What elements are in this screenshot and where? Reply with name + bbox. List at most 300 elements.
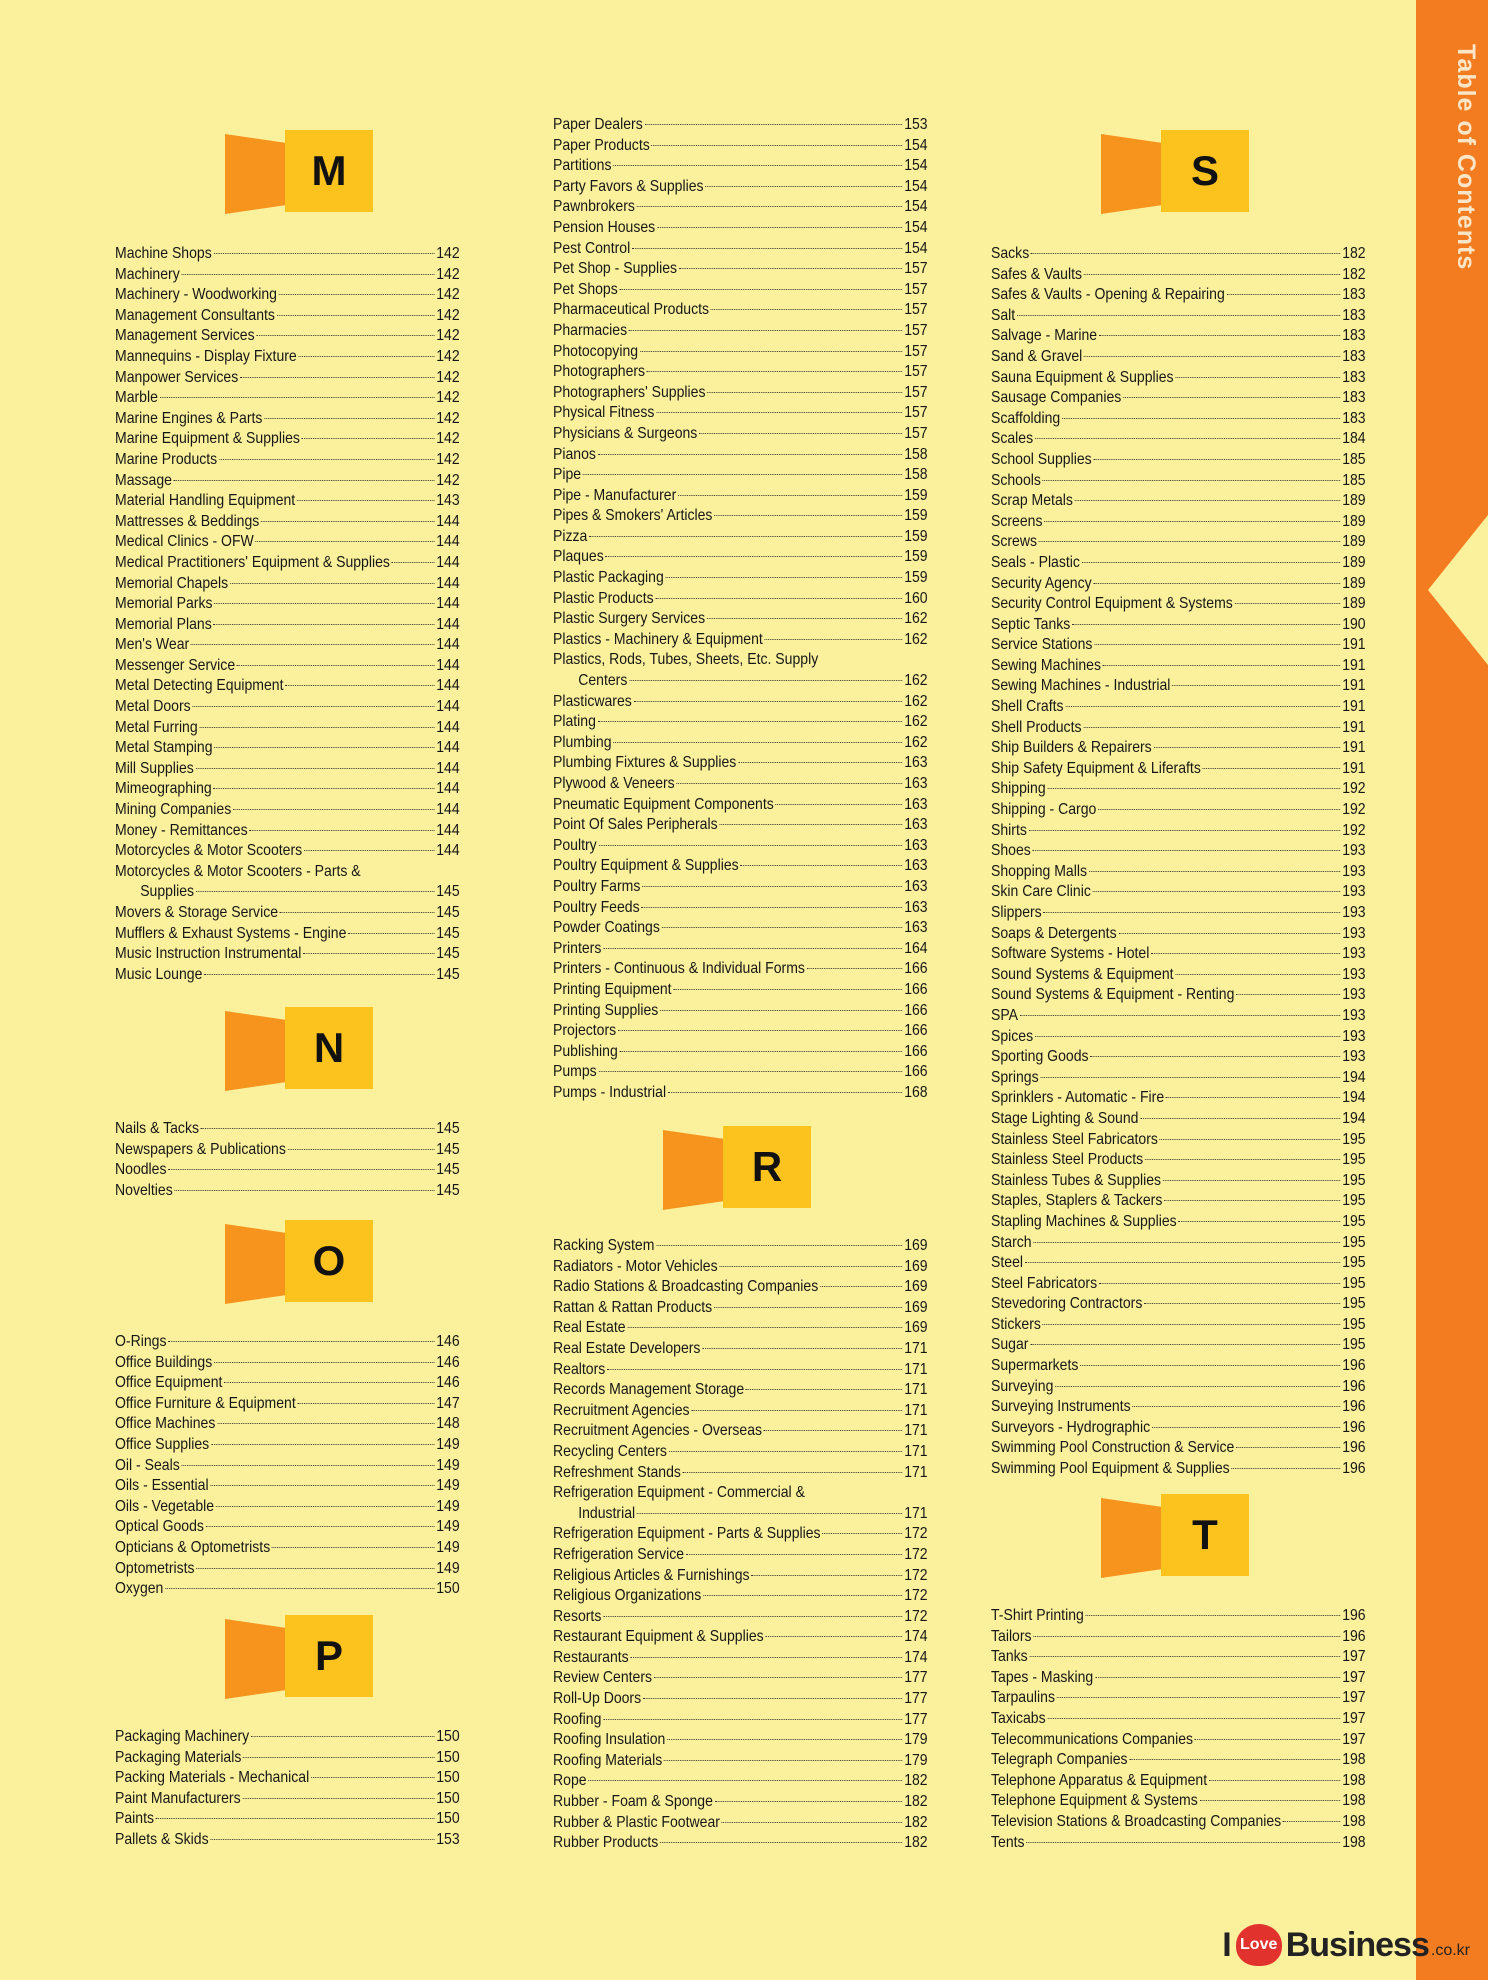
entry-name: Sound Systems & Equipment - Renting [991,986,1235,1004]
index-entry [991,1833,1366,1854]
index-entry [553,136,928,157]
index-entry [553,1689,928,1710]
dot-leader [1083,727,1340,728]
entry-page: 194 [1342,1089,1366,1107]
entry-name: Movers & Storage Service [115,904,279,921]
dot-leader [629,330,902,331]
dot-leader [603,1719,902,1720]
dot-leader [598,1071,902,1072]
entry-name: Medical Clinics - OFW [115,533,254,551]
dot-leader [298,1403,435,1404]
index-entry [991,1459,1366,1480]
entry-page: 197 [1342,1668,1366,1686]
entry-name: Salt [991,306,1016,324]
dot-leader [751,1575,902,1576]
entry-name: Oxygen [115,1580,164,1598]
index-entry [553,1566,928,1587]
entry-name: Refrigeration Service [553,1545,685,1563]
entry-page: 157 [904,363,928,381]
entry-page: 183 [1342,409,1366,427]
entry-name: Pipes & Smokers' Articles [553,507,713,525]
index-entry [991,450,1366,471]
dot-leader [691,1410,902,1411]
entry-name: Pawnbrokers [553,198,635,216]
dot-leader [765,639,903,640]
dot-leader [174,480,435,481]
index-entry [115,1353,460,1374]
index-entry [991,1438,1366,1459]
dot-leader [214,253,435,254]
entry-page: 193 [1342,1027,1366,1045]
dot-leader [640,351,903,352]
index-entry [991,924,1366,945]
entry-name: Sauna Equipment & Supplies [991,368,1174,386]
entry-name: Security Agency [991,574,1092,592]
dot-leader [637,206,903,207]
entry-name: Messenger Service [115,656,236,674]
dot-leader [1203,768,1341,769]
entry-name: Marine Engines & Parts [115,409,263,427]
index-entry [115,1559,460,1580]
entry-page: 144 [436,718,460,736]
entry-page: 163 [904,836,928,854]
entry-name: Stage Lighting & Sound [991,1109,1139,1127]
index-entry [553,403,928,424]
dot-leader [705,186,902,187]
entry-page: 157 [904,280,928,298]
index-entry [553,1545,928,1566]
entry-page: 193 [1342,1048,1366,1066]
entry-name: Metal Furring [115,718,198,736]
dot-leader [686,1554,903,1555]
dot-leader [1160,1139,1341,1140]
entry-name: Plaques [553,548,604,566]
entry-page: 148 [436,1415,460,1433]
dot-leader [645,124,903,125]
entry-name: Steel Fabricators [991,1274,1098,1292]
entry-page: 154 [904,136,928,154]
entry-name: Sausage Companies [991,389,1122,407]
dot-leader [288,1149,435,1150]
index-entry [991,512,1366,533]
index-entry [991,821,1366,842]
dot-leader [243,1757,434,1758]
dot-leader [211,1444,434,1445]
dot-leader [678,495,902,496]
index-entry [991,1418,1366,1439]
dot-leader [1029,1656,1340,1657]
entry-page: 172 [904,1545,928,1563]
dot-leader [740,865,902,866]
dot-leader [1065,706,1340,707]
entry-name: Telecommunications Companies [991,1730,1194,1748]
dot-leader [598,454,903,455]
entry-name: Restaurants [553,1648,629,1666]
entry-page: 196 [1342,1377,1366,1395]
entry-page: 145 [436,924,460,942]
index-entry [115,656,460,677]
index-entry [115,1435,460,1456]
index-entry [115,1789,460,1810]
entry-name: Money - Remittances [115,821,248,839]
dot-leader [1099,1283,1341,1284]
entry-name: Machinery - Woodworking [115,286,277,304]
index-entry [991,1812,1366,1833]
entry-page: 144 [436,636,460,654]
entry-name: Skin Care Clinic [991,883,1091,901]
entry-name: Plumbing Fixtures & Supplies [553,754,737,772]
dot-leader [175,1190,435,1191]
dot-leader [256,335,434,336]
dot-leader [1084,274,1341,275]
entry-page: 146 [436,1333,460,1350]
dot-leader [660,1010,902,1011]
entry-page: 154 [904,177,928,195]
dot-leader [1084,356,1340,357]
index-entry [991,265,1366,286]
index-entry [115,1517,460,1538]
index-entry [115,1727,460,1748]
entry-name: Metal Detecting Equipment [115,677,284,695]
index-entry [115,429,460,450]
entry-name: Salvage - Marine [991,327,1098,345]
entry-name: Medical Practitioners' Equipment & Supplies [115,553,390,571]
entry-name: SPA [991,1006,1019,1024]
entry-name: Stainless Steel Fabricators [991,1130,1158,1148]
entry-page: 162 [904,733,928,751]
brand-i: I [1222,1925,1232,1964]
index-entry [115,574,460,595]
side-tab-title: Table of Contents [1452,44,1480,271]
dot-leader [1026,1842,1340,1843]
dot-leader [820,1286,902,1287]
entry-page: 149 [436,1559,460,1577]
index-entry [991,368,1366,389]
entry-name: Pension Houses [553,218,656,236]
dot-leader [196,891,435,892]
entry-page: 153 [904,116,928,133]
dot-leader [1089,871,1341,872]
index-entry [991,1088,1366,1109]
entry-page: 144 [436,595,460,613]
index-entry [991,800,1366,821]
entry-name: Manpower Services [115,368,239,386]
letter-badge-o [225,1218,375,1306]
index-entry [553,1062,928,1083]
entry-page: 166 [904,960,928,978]
entry-page: 160 [904,589,928,607]
dot-leader [1195,1739,1341,1740]
entry-page: 189 [1342,574,1366,592]
entry-page: 142 [436,306,460,324]
entry-page: 162 [904,672,928,690]
dot-leader [1043,1324,1341,1325]
entry-name: Schools [991,471,1041,489]
entry-page: 144 [436,739,460,757]
entry-name: Metal Doors [115,698,191,716]
entry-page: 145 [436,945,460,963]
entry-name: Pharmaceutical Products [553,301,710,319]
dot-leader [719,824,902,825]
index-entry [553,1792,928,1813]
index-entry [553,280,928,301]
entry-page: 192 [1342,821,1366,839]
entry-name: Oil - Seals [115,1456,180,1474]
index-entry [553,424,928,445]
index-entry [991,471,1366,492]
entry-page: 163 [904,795,928,813]
entry-page: 190 [1342,615,1366,633]
entry-page: 157 [904,342,928,360]
dot-leader [311,1777,434,1778]
entry-page: 149 [436,1518,460,1536]
index-entry [553,218,928,239]
entry-page: 192 [1342,801,1366,819]
dot-leader [1093,459,1340,460]
entry-page: 144 [436,698,460,716]
entry-name: Publishing [553,1042,618,1060]
entry-name: Ship Builders & Repairers [991,739,1152,757]
entry-page: 154 [904,157,928,175]
entry-page: 195 [1342,1315,1366,1333]
entry-page: 163 [904,877,928,895]
entry-name: Shirts [991,821,1027,839]
dot-leader [214,1362,434,1363]
entry-name: Tanks [991,1648,1028,1666]
index-entry [553,836,928,857]
index-entry [991,862,1366,883]
entry-name: Sewing Machines - Industrial [991,677,1171,695]
entry-page: 193 [1342,945,1366,963]
entry-page: 144 [436,533,460,551]
entry-page: 182 [904,1772,928,1790]
dot-leader [216,1506,435,1507]
entry-page: 162 [904,692,928,710]
entry-page: 196 [1342,1357,1366,1375]
entry-page: 158 [904,445,928,463]
index-entry [991,1253,1366,1274]
index-entry [553,259,928,280]
dot-leader [156,1818,435,1819]
entry-name: Shipping - Cargo [991,801,1097,819]
entry-page: 163 [904,816,928,834]
dot-leader [297,500,434,501]
index-entry [553,465,928,486]
dot-leader [196,1568,434,1569]
entry-name: Supermarkets [991,1357,1079,1375]
dot-leader [1033,1242,1340,1243]
entry-name: Rubber Products [553,1834,659,1852]
index-entry [991,965,1366,986]
dot-leader [1090,1056,1340,1057]
dot-leader [652,145,903,146]
entry-page: 146 [436,1374,460,1392]
dot-leader [1040,1077,1340,1078]
index-entry [991,1212,1366,1233]
entry-name: Radiators - Motor Vehicles [553,1257,718,1275]
index-entry [115,944,460,965]
index-entry [991,594,1366,615]
dot-leader [1072,624,1340,625]
entry-page: 171 [904,1381,928,1399]
index-entry [553,527,928,548]
dot-leader [285,685,434,686]
brand-business: Business [1285,1925,1429,1964]
entry-page: 154 [904,239,928,257]
entry-page: 193 [1342,924,1366,942]
index-entry [553,300,928,321]
index-entry [115,265,460,286]
entry-page: 171 [904,1422,928,1440]
index-entry [553,692,928,713]
index-entry [553,362,928,383]
dot-leader [242,1798,434,1799]
dot-leader [637,1513,902,1514]
entry-name: Office Machines [115,1415,216,1433]
index-entry [115,306,460,327]
entry-page: 189 [1342,492,1366,510]
entry-page: 145 [436,1140,460,1158]
entry-page: 195 [1342,1151,1366,1169]
dot-leader [607,1369,902,1370]
entry-name: Roofing Insulation [553,1731,666,1749]
entry-page: 198 [1342,1812,1366,1830]
entry-page: 157 [904,424,928,442]
index-entry [115,759,460,780]
entry-name: Motorcycles & Motor Scooters - Parts & [115,862,361,880]
index-entry [115,512,460,533]
entry-name: Marine Products [115,450,218,468]
index-entry [991,1068,1366,1089]
entry-name: Pharmacies [553,321,628,339]
entry-name: Racking System [553,1237,655,1254]
entry-name: Recruitment Agencies - Overseas [553,1422,763,1440]
index-entry [553,1442,928,1463]
entry-page: 157 [904,260,928,278]
index-entry [991,553,1366,574]
entry-name: Resorts [553,1607,602,1625]
index-entry [553,939,928,960]
entry-page: 159 [904,507,928,525]
entry-page: 198 [1342,1771,1366,1789]
entry-page: 193 [1342,883,1366,901]
entry-name: Poultry Feeds [553,898,640,916]
dot-leader [1082,562,1341,563]
index-entry [115,1394,460,1415]
index-entry [553,630,928,651]
index-entry [115,1538,460,1559]
entry-page: 193 [1342,842,1366,860]
letter-p: P [285,1615,373,1697]
dot-leader [168,1341,434,1342]
entry-name: Stapling Machines & Supplies [991,1212,1177,1230]
dot-leader [669,1451,903,1452]
entry-page: 144 [436,821,460,839]
entry-page: 150 [436,1810,460,1828]
index-entry [991,718,1366,739]
index-entry [991,1130,1366,1151]
entry-page: 193 [1342,862,1366,880]
index-entry [115,697,460,718]
entry-page: 162 [904,713,928,731]
index-entry [553,1360,928,1381]
dot-leader [714,1307,902,1308]
entry-page: 144 [436,574,460,592]
entry-page: 142 [436,265,460,283]
dot-leader [1035,1036,1340,1037]
entry-page: 197 [1342,1709,1366,1727]
index-entry [115,326,460,347]
entry-name: Safes & Vaults - Opening & Repairing [991,286,1225,304]
index-entry [991,656,1366,677]
dot-leader [256,541,435,542]
index-entry [553,1524,928,1545]
index-entry [991,738,1366,759]
entry-name: Newspapers & Publications [115,1140,286,1158]
entry-name: Music Lounge [115,965,203,983]
entry-name: Plumbing [553,733,612,751]
entry-page: 197 [1342,1730,1366,1748]
entry-page: 149 [436,1456,460,1474]
entry-page: 168 [904,1083,928,1101]
dot-leader [1152,1427,1340,1428]
entry-name: Management Consultants [115,306,275,324]
entry-page: 196 [1342,1439,1366,1457]
entry-name: Printers - Continuous & Individual Forms [553,960,805,978]
index-entry [553,1001,928,1022]
entry-name: Paper Dealers [553,116,643,133]
entry-name: Surveyors - Hydrographic [991,1418,1151,1436]
entry-name: Noodles [115,1161,167,1179]
brand-love: Love [1240,1936,1278,1953]
index-entry [115,1768,460,1789]
entry-name: Safes & Vaults [991,265,1083,283]
entry-name: Tents [991,1833,1025,1851]
dot-leader [1086,1615,1341,1616]
entry-page: 166 [904,1042,928,1060]
index-entry [553,156,928,177]
index-entry [115,1332,460,1353]
index-entry [991,985,1366,1006]
dot-leader [632,248,902,249]
index-entry [115,862,460,883]
index-entry [115,1476,460,1497]
entry-page: 150 [436,1789,460,1807]
dot-leader [618,1030,902,1031]
entry-name: Party Favors & Supplies [553,177,704,195]
entry-page: 159 [904,527,928,545]
index-entry [991,635,1366,656]
entry-page: 144 [436,677,460,695]
entry-page: 183 [1342,327,1366,345]
index-entry [553,1318,928,1339]
index-entry [991,1335,1366,1356]
entry-name: Management Services [115,327,255,345]
index-entry [991,388,1366,409]
dot-leader [1031,253,1340,254]
dot-leader [224,1382,434,1383]
entry-name: Supplies [140,883,195,901]
dot-leader [210,1839,434,1840]
index-entry [115,924,460,945]
entry-name: Screens [991,512,1043,530]
index-entry [553,445,928,466]
entry-page: 191 [1342,739,1366,757]
index-entry [991,1397,1366,1418]
index-entry [553,1668,928,1689]
entry-name: Massage [115,471,172,489]
entry-name: Shell Crafts [991,698,1064,716]
